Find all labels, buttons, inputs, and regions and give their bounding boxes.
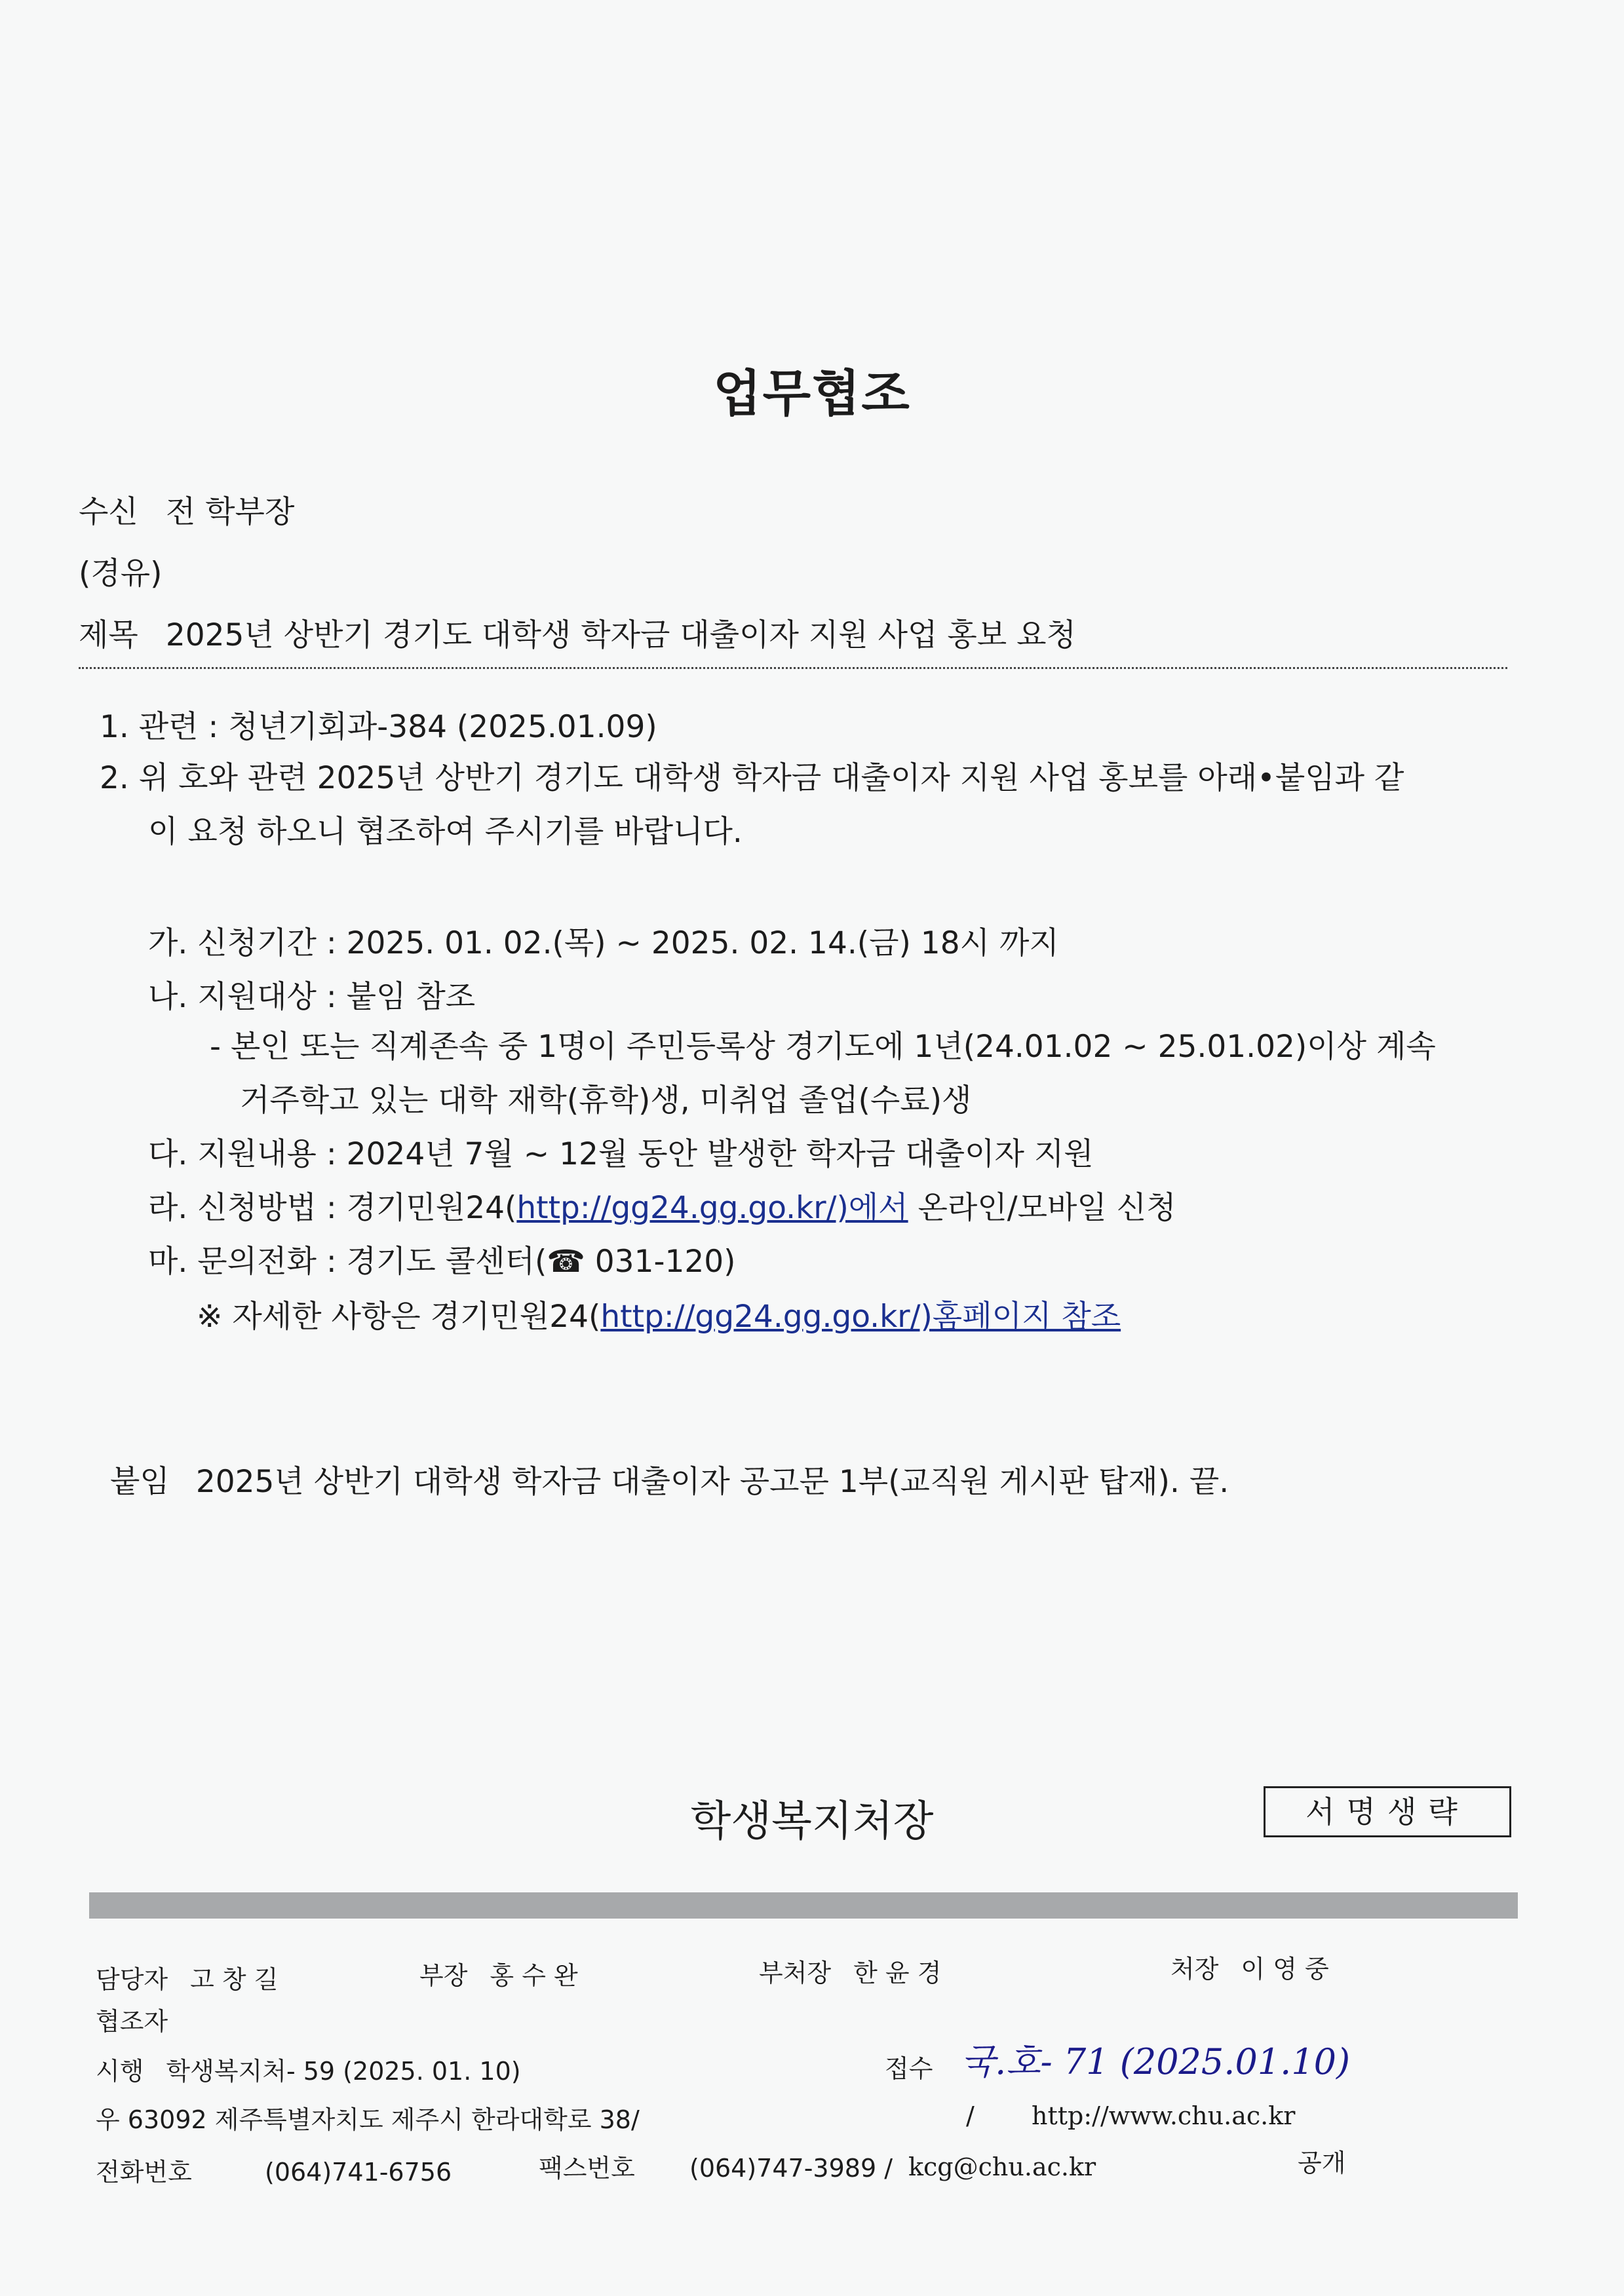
phone-value: (064)741-6756 (265, 2158, 452, 2187)
subject-row (79, 616, 1076, 655)
item-na-sub-1: - 본인 또는 직계존속 중 1명이 주민등록상 경기도에 1년(24.01.02 ~ 25.01.02)이상 계속 (210, 1029, 1436, 1065)
enforcement-row (96, 2055, 521, 2088)
receipt-label: 접수 (885, 2054, 933, 2083)
item-na-sub-2: 거주학고 있는 대학 재학(휴학)생, 미취업 졸업(수료)생 (240, 1082, 972, 1119)
dept-head-label: 부장 (419, 1961, 468, 1990)
note-row (197, 1297, 1121, 1337)
item-na-target: 나. 지원대상 : 붙임 참조 (148, 979, 476, 1015)
item-da-content: 다. 지원내용 : 2024년 7월 ~ 12월 동안 발생한 학자금 대출이자 지원 (148, 1136, 1094, 1172)
fax-value: (064)747-3989 / (689, 2154, 893, 2183)
address: 우 63092 제주특별자치도 제주시 한라대학로 38/ (96, 2105, 640, 2134)
recipient-row (79, 493, 294, 532)
homepage-url[interactable]: http://www.chu.ac.kr (1032, 2101, 1296, 2130)
enforcement-label: 시행 (96, 2057, 144, 2086)
subject-value: 2025년 상반기 경기도 대학생 학자금 대출이자 지원 사업 홍보 요청 (165, 617, 1076, 653)
gg24-homepage-link[interactable]: http://gg24.gg.go.kr/)홈페이지 참조 (600, 1299, 1121, 1335)
subject-label: 제목 (79, 617, 138, 653)
vice-director-name: 한 윤 경 (853, 1959, 942, 1987)
recipient-value: 전 학부장 (165, 494, 295, 530)
disclosure-status: 공개 (1298, 2149, 1346, 2177)
footer-divider-band (89, 1892, 1518, 1919)
item-ga-period: 가. 신청기간 : 2025. 01. 02.(목) ~ 2025. 02. 14.(금) 18시 까지 (148, 925, 1059, 961)
enforcement-value: 학생복지처- 59 (2025. 01. 10) (166, 2057, 521, 2086)
sender-name: 학생복지처장 (690, 1797, 934, 1846)
director-label: 처장 (1170, 1955, 1219, 1983)
item-ma-suffix: 031-120) (585, 1244, 736, 1280)
director-name: 이 영 중 (1241, 1955, 1329, 1983)
approver-staff (96, 1963, 278, 1996)
item-ma-prefix: 마. 문의전화 : 경기도 콜센터( (148, 1244, 547, 1280)
signature-omitted-box: 서명생략 (1264, 1786, 1511, 1837)
item-ra-method (148, 1189, 1176, 1228)
attachment-label: 붙임 (110, 1464, 170, 1500)
staff-label: 담당자 (96, 1965, 168, 1994)
telephone-icon: ☎ (547, 1244, 585, 1280)
email[interactable]: kcg@chu.ac.kr (908, 2152, 1096, 2181)
approver-director (1170, 1953, 1329, 1985)
body-item-2-line-1: 2. 위 호와 관련 2025년 상반기 경기도 대학생 학자금 대출이자 지원 사업 홍보를 아래•붙임과 같 (100, 760, 1404, 796)
approver-vice-director (759, 1957, 941, 1989)
vice-director-label: 부처장 (759, 1959, 832, 1987)
approver-dept-head (419, 1959, 578, 1992)
header-divider (79, 667, 1507, 669)
fax-label: 팩스번호 (539, 2154, 635, 2183)
item-ra-suffix: 온라인/모바일 신청 (908, 1190, 1176, 1226)
item-ma-phone (148, 1242, 736, 1282)
attachment-row (110, 1463, 1229, 1502)
note-prefix: ※ 자세한 사항은 경기민원24( (197, 1299, 601, 1335)
recipient-label: 수신 (79, 494, 138, 530)
staff-name: 고 창 길 (190, 1965, 279, 1994)
phone-label: 전화번호 (96, 2158, 192, 2187)
document-title: 업무협조 (713, 364, 911, 423)
via-label: (경유) (79, 556, 163, 592)
body-item-2-line-2: 이 요청 하오니 협조하여 주시기를 바랍니다. (148, 814, 743, 850)
dept-head-name: 홍 수 완 (490, 1961, 578, 1990)
gg24-link[interactable]: http://gg24.gg.go.kr/)에서 (516, 1190, 908, 1226)
address-slash: / (966, 2101, 975, 2130)
body-item-1: 1. 관련 : 청년기회과-384 (2025.01.09) (100, 709, 657, 745)
attachment-value: 2025년 상반기 대학생 학자금 대출이자 공고문 1부(교직원 게시판 탑재). 끝. (195, 1464, 1229, 1500)
receipt-handwritten: 국.호- 71 (2025.01.10) (961, 2041, 1351, 2082)
item-ra-prefix: 라. 신청방법 : 경기민원24( (148, 1190, 517, 1226)
cooperator-label: 협조자 (96, 2007, 168, 2036)
